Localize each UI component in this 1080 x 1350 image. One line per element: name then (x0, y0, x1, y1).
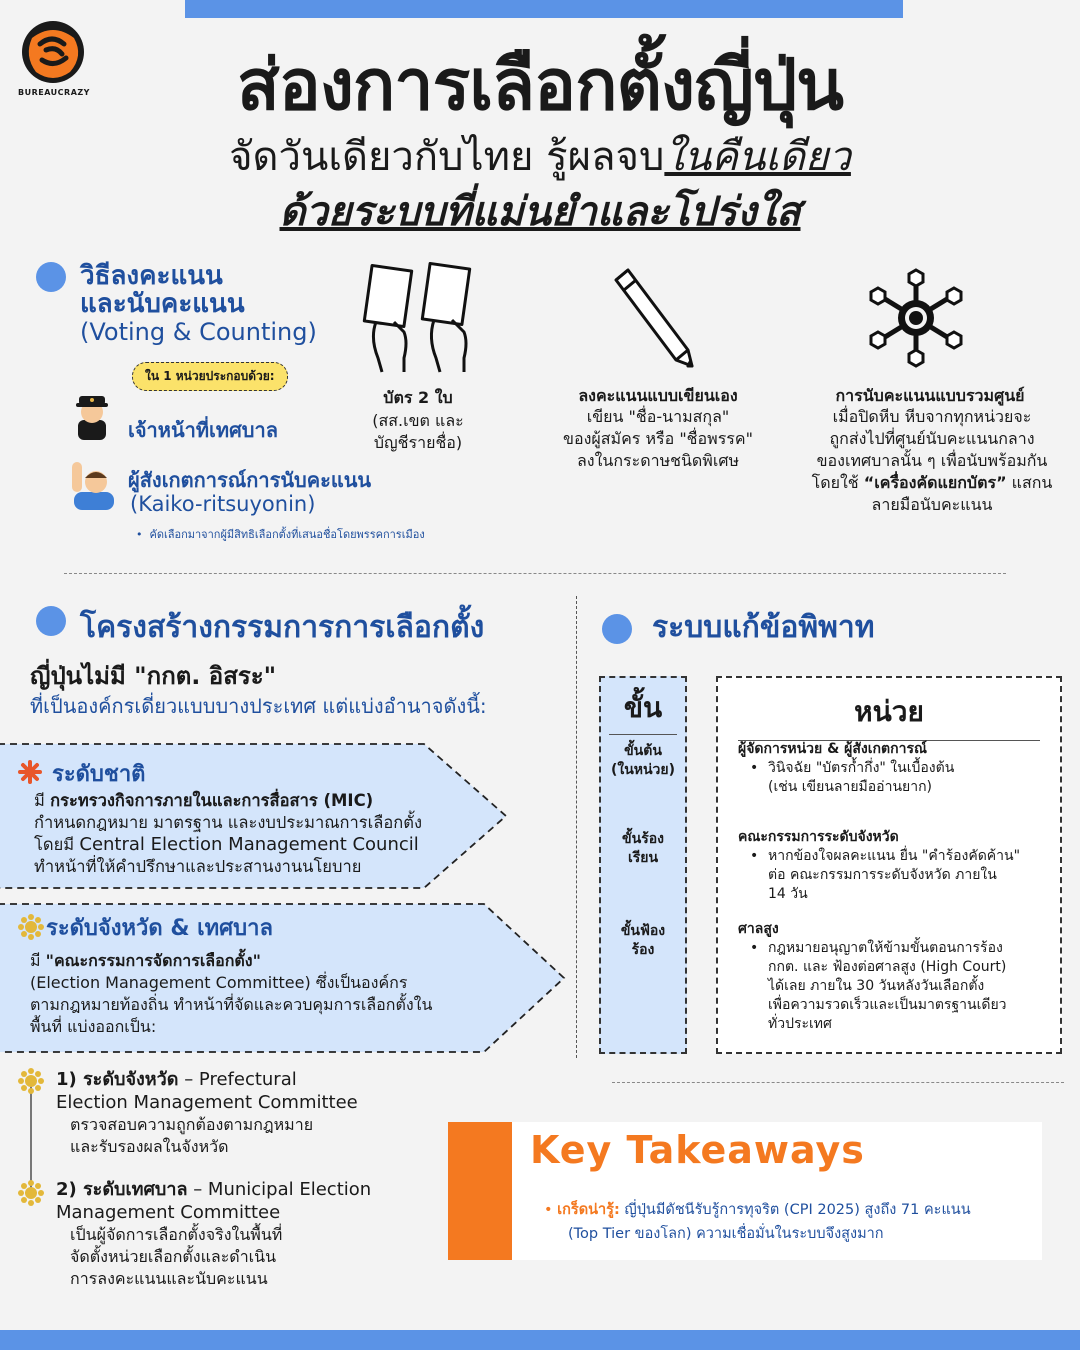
local-line4: พื้นที่ แบ่งออกเป็น: (30, 1017, 157, 1036)
unit-1-bullet-line1: วินิจฉัย "บัตรก้ำกึ่ง" ในเบื้องต้น (768, 760, 955, 776)
write-in-line1: เขียน "ชื่อ-นามสกุล" (586, 407, 730, 426)
page-subtitle (0, 132, 1080, 182)
prefectural-body-2: และรับรองผลในจังหวัด (70, 1137, 229, 1156)
central-line1: เมื่อปิดหีบ หีบจากทุกหน่วยจะ (832, 407, 1032, 426)
takeaways-line1 (544, 1198, 1034, 1222)
bullet-dot: • (750, 848, 759, 864)
prefectural-committee (56, 1068, 436, 1158)
stage-2-line2: เรียน (627, 850, 659, 866)
role-observer-note (136, 525, 425, 543)
national-line3 (34, 834, 494, 856)
local-line1-emph: "คณะกรรมการจัดการเลือกตั้ง" (45, 951, 261, 970)
structure-lead-sub: ที่เป็นองค์กรเดี่ยวแบบบางประเทศ แต่แบ่งอำนาจดังนี้: (30, 694, 487, 718)
national-line1-a: มี (34, 791, 51, 810)
gear-flower-icon (18, 914, 44, 944)
prefectural-head-b: – Prefectural (178, 1069, 297, 1090)
role-observer-en: (Kaiko-ritsuyonin) (130, 492, 316, 516)
unit-3 (738, 920, 1054, 1034)
bullet-dot: • (750, 940, 759, 956)
takeaways-line1-text: ญี่ปุ่นมีดัชนีรับรู้การทุจริต (CPI 2025) สูงถึง 71 คะแนน (619, 1202, 971, 1218)
municipal-committee (56, 1178, 436, 1290)
page-title: ส่องการเลือกตั้งญี่ปุ่น (236, 44, 844, 126)
disputes-heading: ระบบแก้ข้อพิพาท (652, 610, 875, 645)
unit-2-heading: คณะกรรมการระดับจังหวัด (738, 829, 899, 845)
prefectural-head (56, 1068, 436, 1091)
stage-column-heading: ขั้น (623, 691, 663, 724)
unit-2-bullet-line1: หากข้องใจผลคะแนน ยื่น "คำร้องคัดค้าน" (768, 848, 1021, 864)
write-in-line2: ของผู้สมัคร หรือ "ชื่อพรรค" (563, 429, 753, 448)
stage-3-line2: ร้อง (631, 942, 655, 958)
central-line5: ลายมือนับคะแนน (871, 495, 993, 514)
unit-2-bullet-line3: 14 วัน (768, 886, 808, 902)
takeaways-line2: (Top Tier ของโลก) ความเชื่อมั่นในระบบจึงสูงมาก (568, 1226, 884, 1242)
page-subtitle-2: ด้วยระบบที่แม่นยำและโปร่งใส (279, 189, 801, 235)
stage-2 (601, 830, 685, 868)
unit-3-bullet (738, 939, 1054, 1034)
municipal-head-b: – Municipal Election (187, 1179, 372, 1200)
unit-3-bullet-line5: ทั่วประเทศ (768, 1016, 832, 1032)
unit-3-heading: ศาลสูง (738, 921, 779, 937)
voting-heading (80, 262, 245, 318)
section-bullet-dot (36, 262, 66, 292)
prefectural-head-a: 1) ระดับจังหวัด (56, 1069, 179, 1090)
section-divider (64, 573, 1006, 574)
column-divider (576, 596, 577, 1058)
brand-name: BUREAUCRAZY (18, 88, 90, 97)
subtitle-emphasis: ในคืนเดียว (664, 134, 851, 180)
bullet-dot: • (544, 1202, 558, 1218)
prefectural-body-1: ตรวจสอบความถูกต้องตามกฎหมาย (70, 1115, 314, 1134)
officer-icon (72, 390, 112, 436)
structure-heading: โครงสร้างกรรมการการเลือกตั้ง (80, 610, 485, 645)
section-bullet-dot (602, 614, 632, 644)
unit-3-bullet-line3: ได้เลย ภายใน 30 วันหลังวันเลือกตั้ง (768, 978, 985, 994)
stage-1-line1: ขั้นต้น (624, 743, 662, 759)
role-observer-note-text: คัดเลือกมาจากผู้มีสิทธิเลือกตั้งที่เสนอชื่อโดยพรรคการเมือง (149, 528, 425, 541)
central-network-icon (866, 268, 966, 372)
ballot-caption (338, 410, 498, 454)
municipal-head-a: 2) ระดับเทศบาล (56, 1179, 188, 1200)
central-line3: ของเทศบาลนั้น ๆ เพื่อนับพร้อมกัน (816, 451, 1048, 470)
ballot-caption-title: บัตร 2 ใบ (383, 388, 453, 407)
unit-1-heading: ผู้จัดการหน่วย & ผู้สังเกตการณ์ (738, 741, 927, 757)
unit-2-bullet-line2: ต่อ คณะกรรมการระดับจังหวัด ภายใน (768, 867, 997, 883)
local-level-heading: ระดับจังหวัด & เทศบาล (46, 916, 273, 941)
unit-2-bullet (738, 847, 1054, 904)
unit-1 (738, 740, 1054, 797)
prefectural-body (56, 1114, 436, 1158)
takeaways-divider (612, 1082, 1064, 1083)
structure-lead: ญี่ปุ่นไม่มี "กกต. อิสระ" (30, 662, 277, 690)
stage-2-line1: ขั้นร้อง (622, 831, 664, 847)
unit-1-bullet-line2: (เช่น เขียนลายมืออ่านยาก) (768, 779, 933, 795)
prefectural-head-2: Election Management Committee (56, 1092, 358, 1113)
central-line4-a: โดยใช้ (811, 473, 864, 492)
unit-3-bullet-line4: เพื่อความรวดเร็วและเป็นมาตรฐานเดียว (768, 997, 1007, 1013)
write-in-caption-title: ลงคะแนนแบบเขียนเอง (578, 386, 738, 405)
local-level-body (30, 950, 550, 1038)
municipal-head (56, 1178, 436, 1201)
write-in-line3: ลงในกระดาษชนิดพิเศษ (576, 451, 740, 470)
stage-column (599, 676, 687, 1054)
national-line3-emph: Central Election Management Council (79, 834, 419, 855)
unit-column-heading: หน่วย (854, 695, 924, 728)
unit-2 (738, 828, 1054, 904)
write-in-caption (528, 406, 788, 472)
raising-hand-icon (66, 458, 106, 504)
national-level-body (34, 790, 494, 878)
unit-1-bullet (738, 759, 1054, 797)
national-line1-emph: กระทรวงกิจการภายในและการสื่อสาร (MIC) (50, 791, 374, 810)
ballot-caption-line1: (สส.เขต และ (372, 411, 464, 430)
municipal-body-2: จัดตั้งหน่วยเลือกตั้งและดำเนิน (70, 1247, 277, 1266)
timeline-line (30, 1082, 32, 1192)
role-municipal-officer: เจ้าหน้าที่เทศบาล (128, 418, 278, 442)
municipal-body-1: เป็นผู้จัดการเลือกตั้งจริงในพื้นที่ (70, 1225, 283, 1244)
pencil-icon (608, 266, 698, 374)
takeaways-accent-block (448, 1122, 512, 1260)
municipal-body-3: การลงคะแนนและนับคะแนน (70, 1269, 268, 1288)
stage-3 (601, 922, 685, 960)
role-observer: ผู้สังเกตการณ์การนับคะแนน (128, 468, 372, 492)
national-line2: กำหนดกฎหมาย มาตรฐาน และงบประมาณการเลือกตั้ง (34, 813, 423, 832)
central-count-caption (790, 406, 1074, 516)
stage-heading-rule (609, 734, 677, 735)
central-line4 (790, 472, 1074, 494)
central-line4-c: แสกน (1006, 473, 1053, 492)
section-bullet-dot (36, 606, 66, 636)
bullet-dot: • (136, 528, 150, 541)
national-line3-a: โดยมี (34, 835, 80, 854)
unit-column (716, 676, 1062, 1054)
local-line3: ตามกฎหมายท้องถิ่น ทำหน้าที่จัดและควบคุมการเลือกตั้งใน (30, 995, 433, 1014)
stage-1-line2: (ในหน่วย) (610, 762, 676, 778)
municipal-head-2: Management Committee (56, 1202, 281, 1223)
central-line2: ถูกส่งไปที่ศูนย์นับคะแนนกลาง (829, 429, 1035, 448)
national-line1 (34, 790, 494, 812)
local-line2 (30, 972, 550, 994)
municipal-body (56, 1224, 436, 1290)
central-count-caption-title: การนับคะแนนแบบรวมศูนย์ (835, 386, 1025, 405)
subtitle-plain: จัดวันเดียวกับไทย รู้ผลจบ (229, 134, 665, 180)
national-level-heading: ระดับชาติ (52, 762, 146, 787)
voting-heading-en: (Voting & Counting) (80, 318, 317, 346)
bottom-accent-bar (0, 1330, 1080, 1350)
voting-heading-line1: วิธีลงคะแนน (80, 261, 223, 291)
national-line4: ทำหน้าที่ให้คำปรึกษาและประสานงานนโยบาย (34, 857, 362, 876)
takeaways-title: Key Takeaways (530, 1128, 865, 1172)
local-line1-a: มี (30, 951, 46, 970)
stage-3-line1: ขั้นฟ้อง (620, 923, 666, 939)
local-line1 (30, 950, 550, 972)
two-ballots-icon (360, 262, 480, 378)
bullet-dot: • (750, 760, 759, 776)
stage-1 (601, 742, 685, 780)
unit-3-bullet-line1: กฎหมายอนุญาตให้ข้ามขั้นตอนการร้อง (768, 940, 1003, 956)
ballot-caption-line2: บัญชีรายชื่อ) (373, 433, 463, 452)
local-line2-b: ซึ่งเป็นองค์กร (310, 973, 408, 992)
voting-heading-line2: และนับคะแนน (80, 289, 245, 319)
unit-3-bullet-line2: กกต. และ ฟ้องต่อศาลสูง (High Court) (768, 959, 1007, 975)
unit-badge: ใน 1 หน่วยประกอบด้วย: (132, 362, 288, 391)
takeaways-body (544, 1198, 1034, 1246)
central-line4-emph: “เครื่องคัดแยกบัตร” (863, 473, 1007, 492)
takeaways-label: เกร็ดน่ารู้: (557, 1202, 620, 1218)
gear-flower-icon (18, 1180, 44, 1210)
gear-flower-icon (18, 1068, 44, 1098)
asterisk-icon (18, 760, 42, 788)
top-accent-bar (185, 0, 903, 18)
local-line2-a: (Election Management Committee) (30, 973, 311, 992)
